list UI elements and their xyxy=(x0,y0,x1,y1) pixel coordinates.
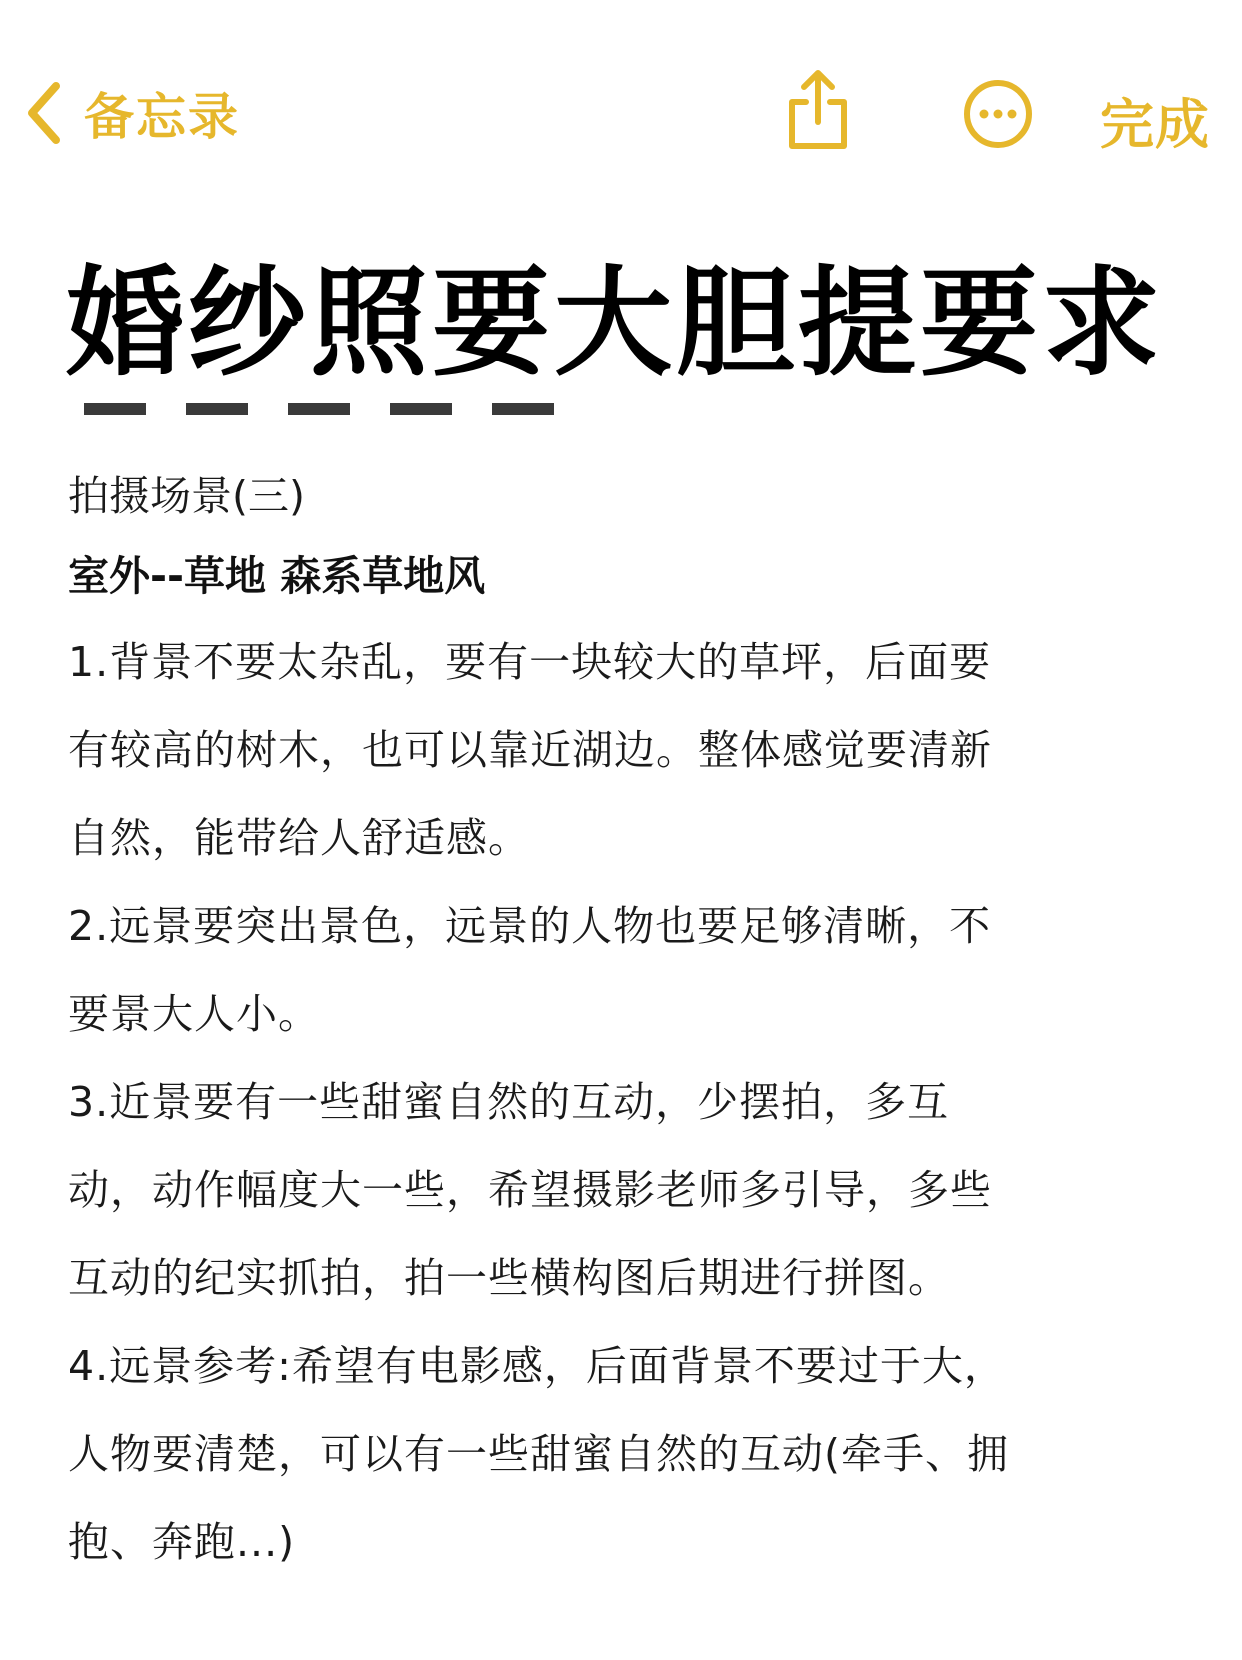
paragraph-line: 1.背景不要太杂乱，要有一块较大的草坪，后面要 xyxy=(68,638,992,686)
navigation-bar xyxy=(0,0,1242,200)
paragraph-line: 人物要清楚，可以有一些甜蜜自然的互动(牵手、拥 xyxy=(68,1430,1009,1478)
divider-dash xyxy=(288,403,350,415)
paragraph-line: 动，动作幅度大一些，希望摄影老师多引导，多些 xyxy=(68,1166,992,1214)
paragraph-line: 有较高的树木，也可以靠近湖边。整体感觉要清新 xyxy=(68,726,992,774)
back-button-label: 备忘录 xyxy=(84,88,240,146)
divider-dashes xyxy=(84,403,554,415)
paragraph-line: 抱、奔跑...) xyxy=(68,1518,296,1566)
paragraph-line: 要景大人小。 xyxy=(68,990,320,1038)
done-button[interactable]: 完成 xyxy=(1100,93,1210,156)
paragraph-line: 互动的纪实抓拍，拍一些横构图后期进行拼图。 xyxy=(68,1254,950,1302)
paragraph-4 xyxy=(68,1322,1168,1586)
more-options-button[interactable] xyxy=(962,78,1034,150)
share-button[interactable] xyxy=(784,68,852,152)
paragraph-line: 3.近景要有一些甜蜜自然的互动，少摆拍，多互 xyxy=(68,1078,950,1126)
share-icon xyxy=(784,68,852,152)
back-button[interactable] xyxy=(26,78,240,148)
paragraph-line: 2.远景要突出景色，远景的人物也要足够清晰，不 xyxy=(68,902,992,950)
divider-dash xyxy=(186,403,248,415)
divider-dash xyxy=(390,403,452,415)
paragraph-2 xyxy=(68,882,1168,1058)
note-body[interactable] xyxy=(68,458,1168,1586)
section-heading: 室外--草地 森系草地风 xyxy=(68,552,486,600)
more-icon xyxy=(962,78,1034,150)
note-subtitle: 拍摄场景(三) xyxy=(68,472,305,520)
chevron-left-icon xyxy=(26,82,62,144)
divider-dash xyxy=(492,403,554,415)
paragraph-1 xyxy=(68,618,1168,882)
divider-dash xyxy=(84,403,146,415)
paragraph-line: 自然，能带给人舒适感。 xyxy=(68,814,530,862)
note-title: 婚纱照要大胆提要求 xyxy=(66,254,1165,392)
paragraph-line: 4.远景参考:希望有电影感，后面背景不要过于大， xyxy=(68,1342,1006,1390)
paragraph-3 xyxy=(68,1058,1168,1322)
